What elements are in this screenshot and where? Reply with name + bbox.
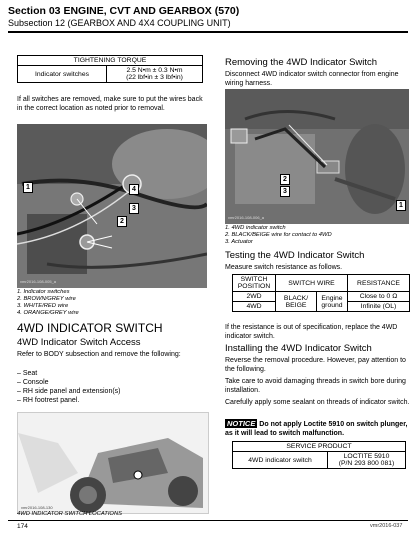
fig2-code: vmr2016-108-130 [21,505,53,510]
switch-locations-figure [17,412,209,514]
notice-label: NOTICE [227,419,256,428]
fig3-caption: 2. BLACK/BEIGE wire for contact to 4WD [225,232,332,238]
spec-text: If the resistance is out of specification, replace the 4WD indicator switch. [225,324,398,340]
indicator-switch-figure [225,89,409,224]
service-product-table [232,441,406,469]
switch-removal-note: If all switches are removed, make sure to put the wires back in the correct location as noted prior to removal. [17,96,203,112]
service-item: 4WD indicator switch [233,452,328,469]
fig3-captions [225,225,332,246]
section-title: Section 03 ENGINE, CVT AND GEARBOX (570) [8,5,240,17]
list-item: – Console [17,379,49,386]
table-header: RESISTANCE [348,275,410,292]
removal-text: Disconnect 4WD indicator switch connector from engine wiring harness. [225,71,399,87]
table-header: SWITCH POSITION [233,275,276,292]
notice-text: Do not apply Loctite 5910 on switch plunger, as it will lead to switch malfunction. [225,421,408,437]
testing-text: Measure switch resistance as follows. [225,264,343,271]
service-product-line1: LOCTITE 5910 [343,453,390,460]
table-cell: 4WD [233,302,276,312]
install-text-3: Carefully apply some sealant on threads of indicator switch. [225,399,410,406]
fig1-caption: 2. BROWN/GREY wire [17,296,76,302]
table-cell: Close to 0 Ω [348,292,410,302]
install-text-1: Reverse the removal procedure. However, pay attention to the following. [225,357,406,373]
fig1-callout-2: 2 [117,216,127,227]
access-heading: 4WD Indicator Switch Access [17,337,141,348]
fig1-captions [17,289,79,317]
fig3-callout-3: 3 [280,186,290,197]
table-cell: 2WD [233,292,276,302]
fig1-callout-4: 4 [129,184,139,195]
list-item: – Seat [17,370,38,377]
table-cell: BLACK/ BEIGE [276,292,317,312]
fig3-code: vmr2016-108-006_a [228,215,265,220]
torque-table-title: TIGHTENING TORQUE [18,56,203,66]
page-number: 174 [17,523,28,530]
torque-value-line1: 2.5 N•m ± 0.3 N•m [126,67,183,74]
fig3-caption: 1. 4WD indicator switch [225,225,286,231]
testing-heading: Testing the 4WD Indicator Switch [225,250,365,261]
service-product [328,452,406,469]
header-rule [8,31,408,33]
section-heading: 4WD INDICATOR SWITCH [17,321,163,335]
footer-rule [8,520,408,521]
table-header: SWITCH WIRE [276,275,348,292]
service-product-line2: (P/N 293 800 081) [338,460,395,467]
install-heading: Installing the 4WD Indicator Switch [225,343,372,354]
list-item: – RH side panel and extension(s) [17,388,121,395]
access-list [17,369,207,405]
fig1-callout-3: 3 [129,203,139,214]
fig1-caption: 1. Indicator switches [17,289,70,295]
indicator-switches-figure [17,124,207,288]
fig3-caption: 3. Actuator [225,239,253,245]
subsection-title: Subsection 12 (GEARBOX AND 4X4 COUPLING UNIT) [8,18,231,28]
torque-value-line2: (22 lbf•in ± 3 lbf•in) [126,74,183,81]
list-item: – RH footrest panel. [17,397,80,404]
fig1-code: vmr2016-108-005_a [20,279,57,284]
service-table-title: SERVICE PRODUCT [233,442,406,452]
torque-item: Indicator switches [18,66,107,83]
table-cell: Infinite (OL) [348,302,410,312]
torque-value [107,66,203,83]
fig1-caption: 4. ORANGE/GREY wire [17,310,79,316]
fig1-callout-1: 1 [23,182,33,193]
notice-block [225,419,410,438]
resistance-table [232,274,410,312]
fig2-caption: 4WD INDICATOR SWITCH LOCATIONS [17,511,122,517]
install-text-2: Take care to avoid damaging threads in switch bore during installation. [225,378,406,394]
fig3-callout-2: 2 [280,174,290,185]
fig1-caption: 3. WHITE/RED wire [17,303,69,309]
access-intro: Refer to BODY subsection and remove the following: [17,351,181,358]
torque-table [17,55,203,83]
removal-heading: Removing the 4WD Indicator Switch [225,57,378,68]
fig3-callout-1: 1 [396,200,406,211]
document-code: vmr2016-037 [370,523,403,529]
table-cell: Engine ground [317,292,348,312]
